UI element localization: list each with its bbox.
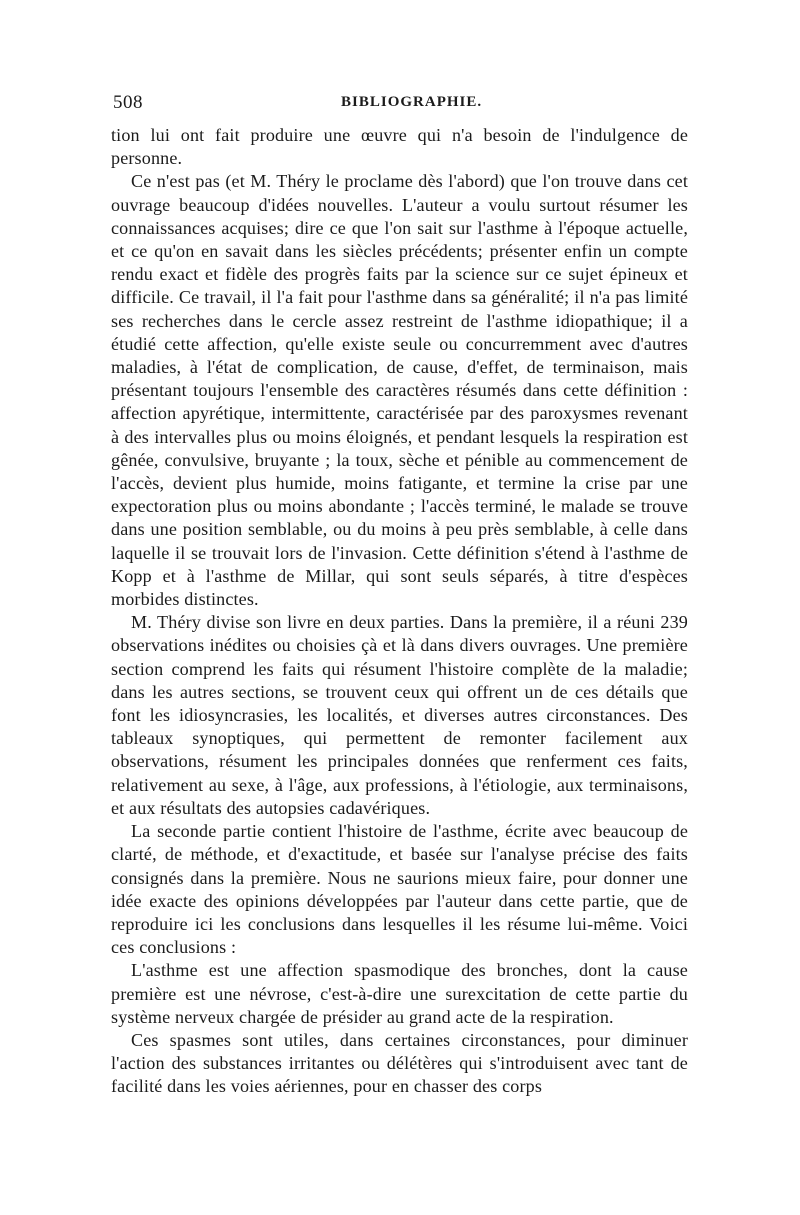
paragraph-conclusion-spasmodic: L'asthme est une affection spasmodique des bronches, dont la cause première est une névrose, c'est-à-dire une surexcitation de cette partie du système nerveux chargée de présider au grand acte de la respiration. (111, 960, 688, 1027)
body-text (111, 124, 688, 1099)
page-number: 508 (113, 92, 143, 113)
paragraph-definition: Ce n'est pas (et M. Théry le proclame dès l'abord) que l'on trouve dans cet ouvrage beaucoup d'idées nouvelles. L'auteur a voulu surtout résumer les connaissances acquises; dire ce que l'on sait sur l'asthme à l'époque actuelle, et ce qu'on en savait dans les siècles précédents; présenter enfin un compte rendu exact et fidèle des progrès faits par la science sur ce sujet épineux et difficile. Ce travail, il l'a fait pour l'asthme dans sa généralité; il n'a pas limité ses recherches dans le cercle assez restreint de l'asthme idiopathique; il a étudié cette affection, qu'elle existe seule ou concurremment avec d'autres maladies, à l'état de complication, de cause, d'effet, de terminaison, mais présentant toujours l'ensemble des caractères résumés dans cette définition : affection apyrétique, intermittente, caractérisée par des paroxysmes revenant à des intervalles plus ou moins éloignés, et pendant lesquels la respiration est gênée, convulsive, bruyante ; la toux, sèche et pénible au commencement de l'accès, devient plus humide, moins fatigante, et termine la crise par une expectoration plus ou moins abondante ; l'accès terminé, le malade se trouve dans une position semblable, ou du moins à peu près semblable, à celle dans laquelle il se trouvait lors de l'invasion. Cette définition s'étend à l'asthme de Kopp et à l'asthme de Millar, qui sont seuls séparés, à titre d'espèces morbides distinctes. (111, 171, 688, 610)
page-header (111, 92, 688, 124)
book-page (111, 92, 688, 1099)
paragraph-continuation: tion lui ont fait produire une œuvre qui n'a besoin de l'indulgence de personne. (111, 125, 688, 169)
paragraph-second-part: La seconde partie contient l'histoire de l'asthme, écrite avec beaucoup de clarté, de méthode, et d'exactitude, et basée sur l'analyse précise des faits consignés dans la première. Nous ne saurions mieux faire, pour donner une idée exacte des opinions développées par l'auteur dans cette partie, que de reproduire ici les conclusions dans lesquelles il les résume lui-même. Voici ces conclusions : (111, 821, 688, 958)
paragraph-conclusion-spasms: Ces spasmes sont utiles, dans certaines circonstances, pour diminuer l'action des substances irritantes ou délétères qui s'introduisent avec tant de facilité dans les voies aériennes, pour en chasser des corps (111, 1029, 688, 1097)
running-head: BIBLIOGRAPHIE. (341, 94, 483, 110)
paragraph-book-parts: M. Théry divise son livre en deux parties. Dans la première, il a réuni 239 observations inédites ou choisies çà et là dans divers ouvrages. Une première section comprend les faits qui résument l'histoire complète de la maladie; dans les autres sections, se trouvent ceux qui offrent un de ces détails que font les idiosyncrasies, les localités, et diverses autres circonstances. Des tableaux synoptiques, qui permettent de remonter facilement aux observations, résument les principales données que renferment ces faits, relativement au sexe, à l'âge, aux professions, à l'étiologie, aux terminaisons, et aux résultats des autopsies cadavériques. (111, 612, 688, 818)
